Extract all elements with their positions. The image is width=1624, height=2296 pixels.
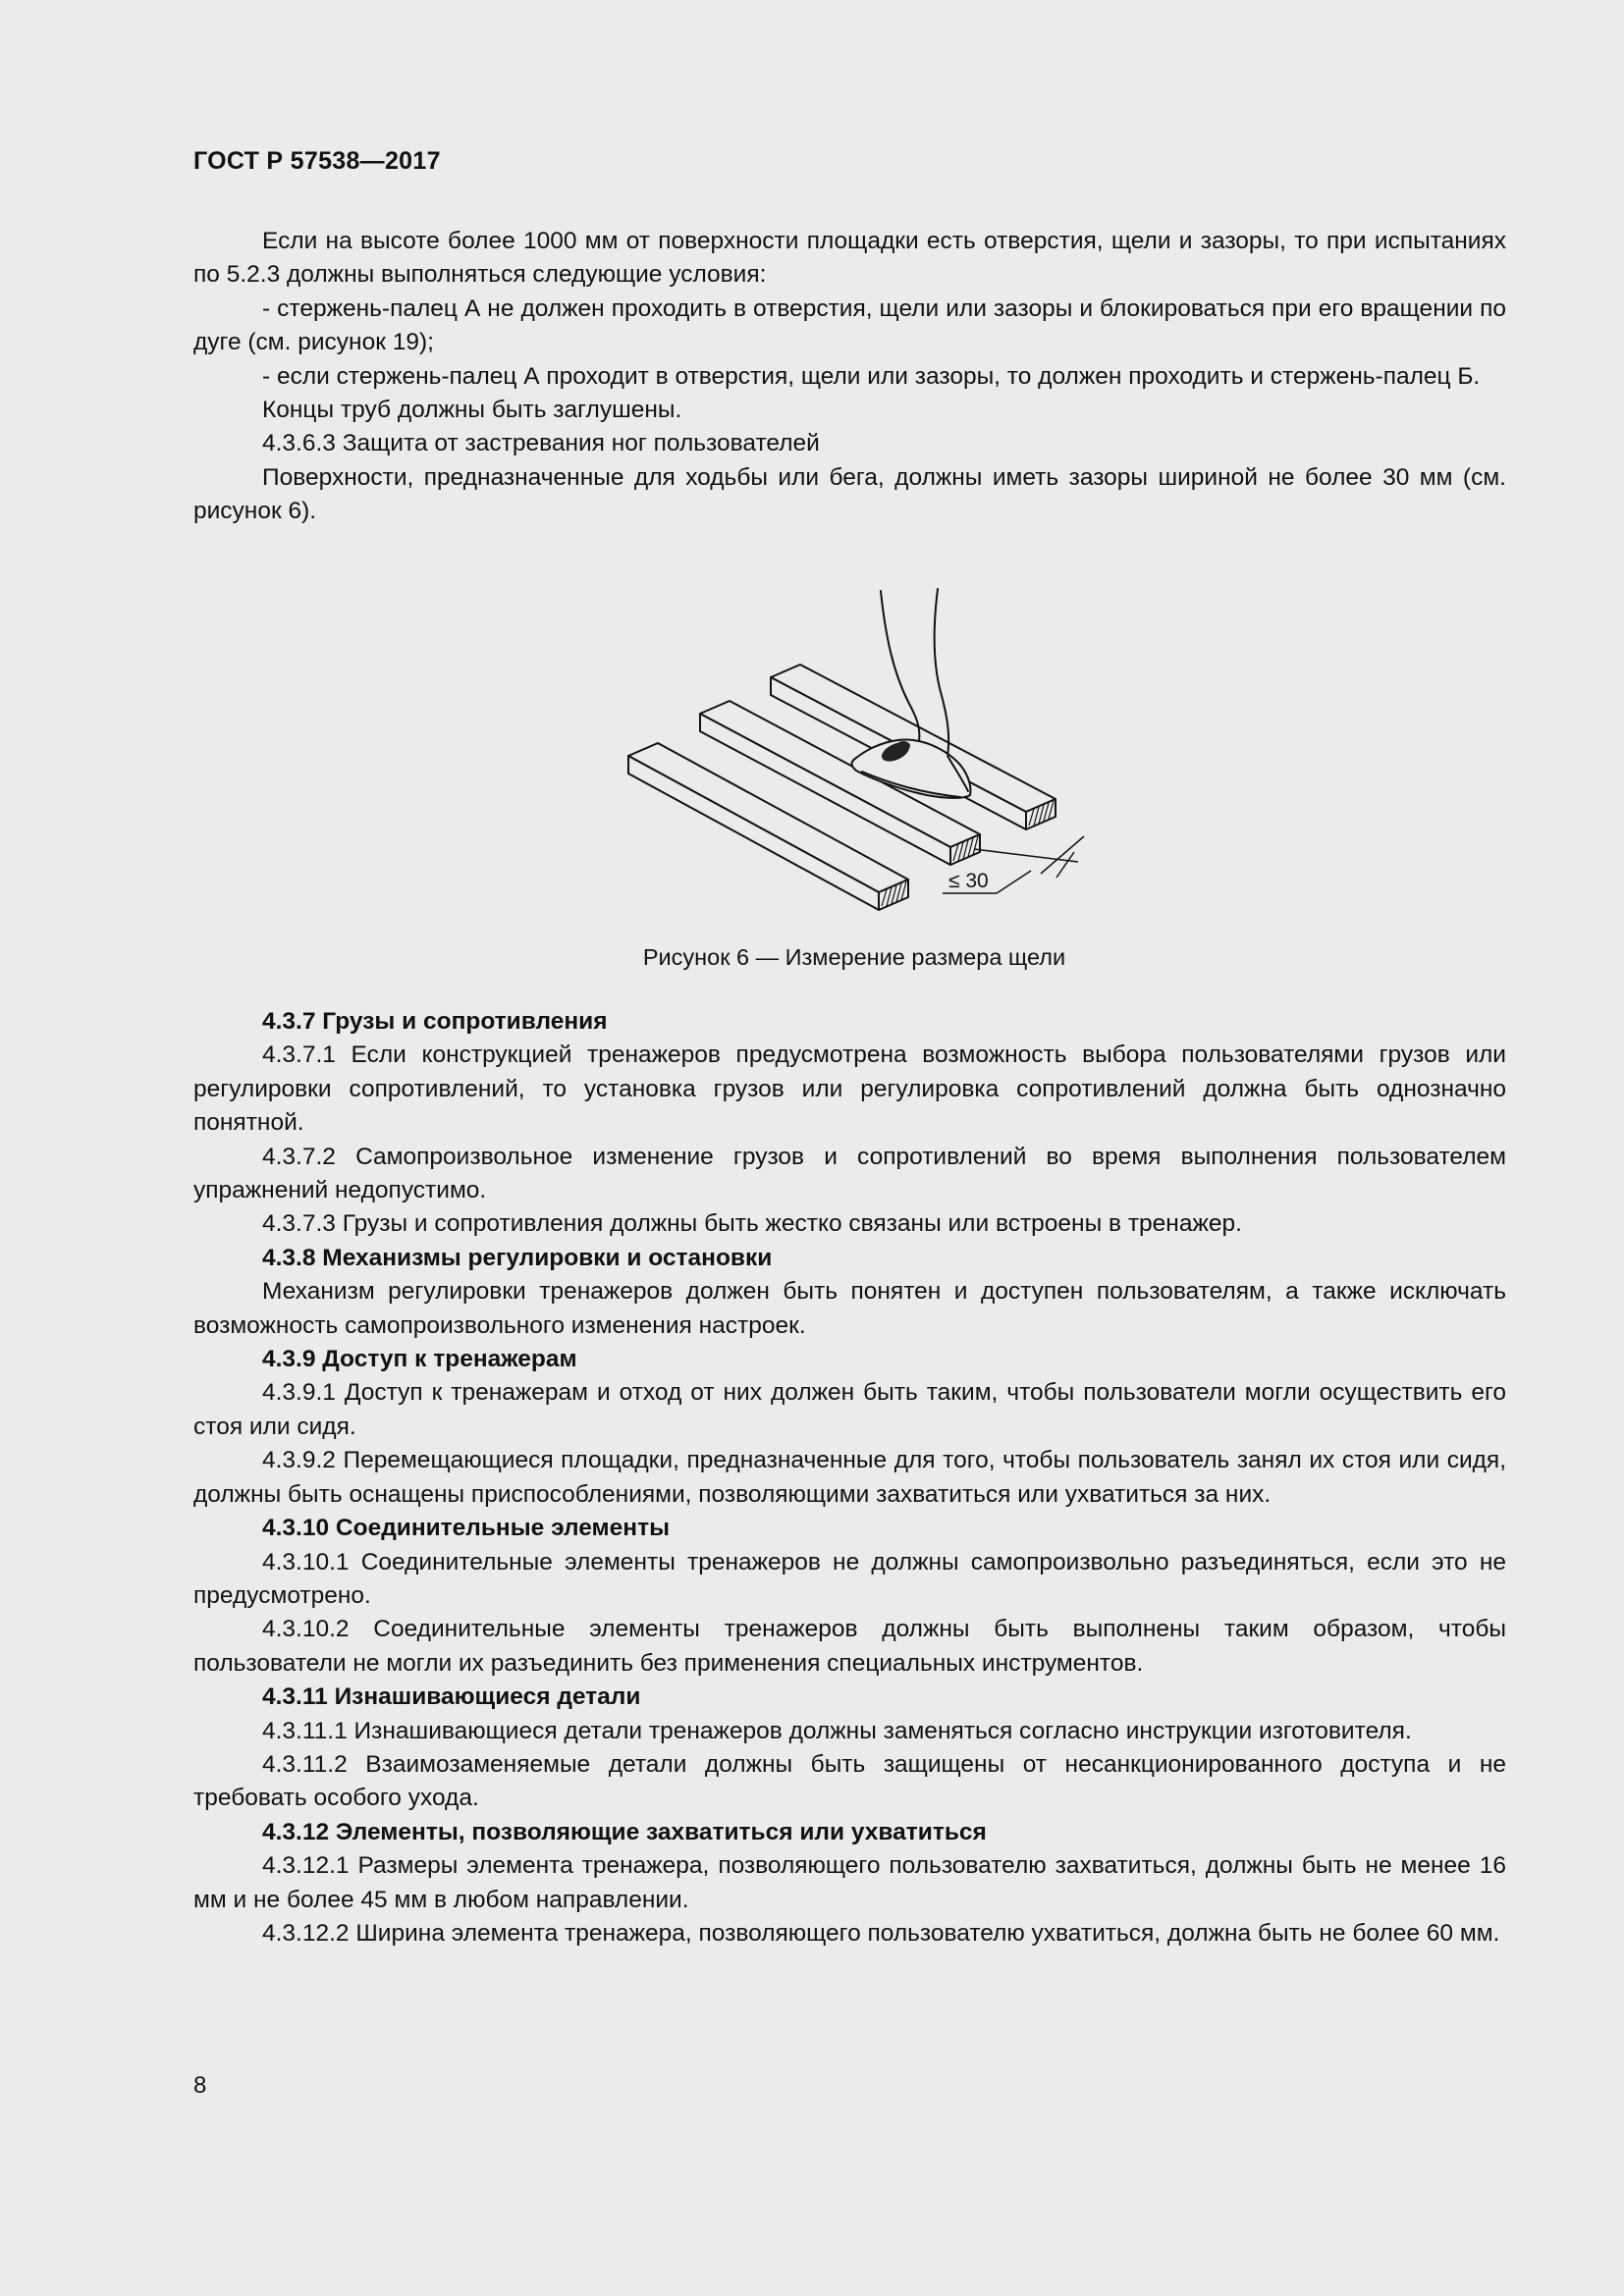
paragraph: 4.3.12.2 Ширина элемента тренажера, позволяющего пользователю ухватиться, должна быть не более 60 мм. bbox=[262, 1919, 1500, 1947]
paragraph: Если на высоте более 1000 мм от поверхности площадки есть отверстия, щели и зазоры, то при испытаниях по 5.2.3 должны выполняться следующие условия: bbox=[193, 228, 1506, 289]
section-heading: 4.3.7 Грузы и сопротивления bbox=[262, 1008, 608, 1035]
paragraph: 4.3.7.3 Грузы и сопротивления должны быть жестко связаны или встроены в тренажер. bbox=[262, 1210, 1242, 1238]
paragraph: 4.3.7.1 Если конструкцией тренажеров предусмотрена возможность выбора пользователями грузов или регулировки сопротивлений, то установка грузов или регулировка сопротивлений должна быть однозначно понятной. bbox=[193, 1041, 1506, 1137]
gap-measurement-illustration bbox=[609, 579, 1100, 933]
paragraph: 4.3.11.2 Взаимозаменяемые детали должны быть защищены от несанкционированного доступа и не требовать особого ухода. bbox=[193, 1750, 1506, 1812]
paragraph: - если стержень-палец А проходит в отверстия, щели или зазоры, то должен проходить и стержень-палец Б. bbox=[262, 362, 1481, 390]
document-header: ГОСТ Р 57538—2017 bbox=[193, 147, 441, 175]
paragraph: 4.3.7.2 Самопроизвольное изменение грузов и сопротивлений во время выполнения пользователем упражнений недопустимо. bbox=[193, 1143, 1506, 1204]
paragraph: Механизм регулировки тренажеров должен быть понятен и доступен пользователям, а также исключать возможность самопроизвольного изменения настроек. bbox=[193, 1278, 1506, 1339]
text-block-top bbox=[193, 225, 1506, 529]
paragraph: 4.3.10.1 Соединительные элементы тренажеров не должны самопроизвольно разъединяться, если это не предусмотрено. bbox=[193, 1548, 1506, 1609]
section-heading: 4.3.10 Соединительные элементы bbox=[262, 1515, 671, 1542]
figure-caption: Рисунок 6 — Измерение размера щели bbox=[642, 944, 1066, 970]
page-number: 8 bbox=[193, 2072, 207, 2099]
paragraph: Поверхности, предназначенные для ходьбы или бега, должны иметь зазоры шириной не более 30 мм (см. рисунок 6). bbox=[193, 463, 1506, 525]
paragraph: 4.3.6.3 Защита от застревания ног пользователей bbox=[262, 430, 820, 457]
foot-illustration bbox=[852, 589, 971, 798]
paragraph: 4.3.9.2 Перемещающиеся площадки, предназначенные для того, чтобы пользователь занял их стоя или сидя, должны быть оснащены приспособлениями, позволяющими захватиться или ухватиться за них. bbox=[193, 1447, 1506, 1508]
text-block-bottom bbox=[193, 1005, 1506, 1950]
figure-gap-measurement bbox=[609, 579, 1100, 933]
dimension-label: ≤ 30 bbox=[948, 870, 989, 892]
section-heading: 4.3.9 Доступ к тренажерам bbox=[262, 1346, 577, 1373]
paragraph: 4.3.9.1 Доступ к тренажерам и отход от них должен быть таким, чтобы пользователи могли осуществить его стоя или сидя. bbox=[193, 1379, 1506, 1440]
paragraph: 4.3.12.1 Размеры элемента тренажера, позволяющего пользователю захватиться, должны быть не менее 16 мм и не более 45 мм в любом направлении. bbox=[193, 1852, 1506, 1913]
section-heading: 4.3.11 Изнашивающиеся детали bbox=[262, 1683, 641, 1711]
paragraph: 4.3.11.1 Изнашивающиеся детали тренажеров должны заменяться согласно инструкции изготовителя. bbox=[262, 1717, 1412, 1744]
paragraph: Концы труб должны быть заглушены. bbox=[262, 397, 682, 424]
paragraph: 4.3.10.2 Соединительные элементы тренажеров должны быть выполнены таким образом, чтобы пользователи не могли их разъединить без применения специальных инструментов. bbox=[193, 1616, 1506, 1677]
section-heading: 4.3.12 Элементы, позволяющие захватиться или ухватиться bbox=[262, 1818, 987, 1845]
section-heading: 4.3.8 Механизмы регулировки и остановки bbox=[262, 1244, 773, 1271]
paragraph: - стержень-палец А не должен проходить в отверстия, щели или зазоры и блокироваться при его вращении по дуге (см. рисунок 19); bbox=[193, 294, 1506, 356]
